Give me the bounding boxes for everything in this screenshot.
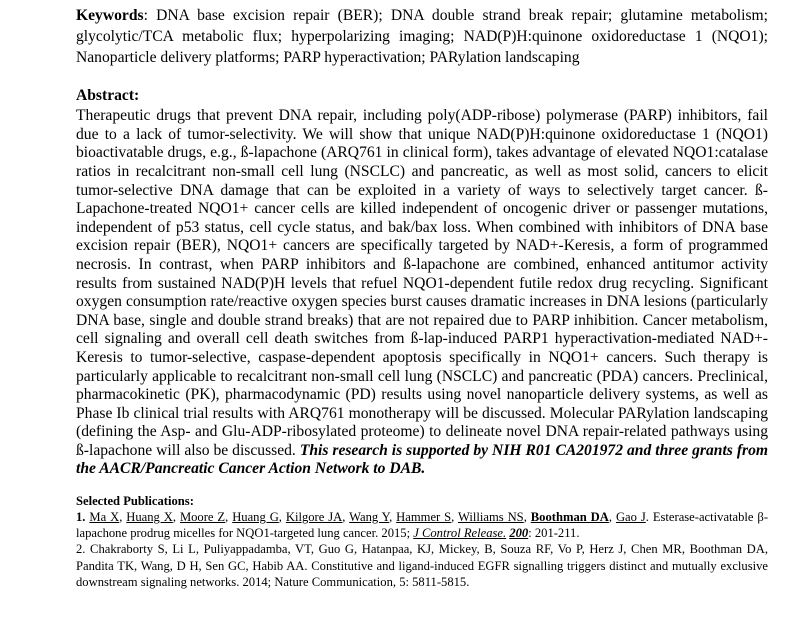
publication-1-title: . Esterase-activatable β-lapachone prodrug micelles for NQO1-targeted lung cancer. 2015; (76, 510, 769, 541)
author-link[interactable]: Ma X (89, 510, 120, 525)
author-link[interactable]: Williams NS (458, 510, 524, 525)
publication-1-number: 1. (76, 510, 86, 525)
publication-1-pages: : 201-211. (528, 526, 580, 541)
author-link[interactable]: Gao J (615, 510, 646, 525)
author-link[interactable]: Huang G (232, 510, 279, 525)
author-link[interactable]: Kilgore JA (285, 510, 343, 525)
author-link[interactable]: Hammer S (396, 510, 452, 525)
author-link-highlighted[interactable]: Boothman DA (530, 510, 609, 525)
abstract-body (76, 107, 768, 479)
keywords-label: Keywords (76, 7, 144, 24)
author-link[interactable]: Huang X (126, 510, 173, 525)
publication-1: 1. Ma X, Huang X, Moore Z, Huang G, Kilgore JA, Wang Y, Hammer S, Williams NS, Boothman DA, Gao J. Esterase-activatable β-lapachone prodrug micelles for NQO1-targeted lung cancer. 2015; J Control Release. 200: 201-211. (76, 510, 769, 541)
funding-statement: This research is supported by NIH R01 CA201972 and three grants from the AACR/Pancreatic Cancer Action Network to DAB. (76, 441, 769, 478)
abstract-text: Therapeutic drugs that prevent DNA repair, including poly(ADP-ribose) polymerase (PARP) inhibitors, fail due to a lack of tumor-selectivity. We will show that unique NAD(P)H:quinone oxidoreductase 1 (NQO1) bioactivatable drugs, e.g., ß-lapachone (ARQ761 in clinical form), takes advantage of elevated NQO1:catalase ratios in recalcitrant non-small cell lung (NSCLC) and pancreatic, as well as most solid, cancers to elicit tumor-selective DNA damage that can be exploited in a variety of ways to selectively target cancer. ß-Lapachone-treated NQO1+ cancer cells are killed independent of oncogenic driver or passenger mutations, independent of p53 status, cell cycle status, and bak/bax loss. When combined with inhibitors of DNA base excision repair (BER), NQO1+ cancers are specifically targeted by NAD+-Keresis, a form of programmed necrosis. In contrast, when PARP inhibitors and ß-lapachone are combined, enhanced antitumor activity results from sustained NAD(P)H levels that refuel NQO1-dependent futile redox drug recycling. Significant oxygen consumption rate/reactive oxygen species burst causes dramatic increases in DNA lesions (particularly DNA base, single and double strand breaks) that are not repaired due to PARP inhibition. Cancer metabolism, cell signaling and overall cell death switches from ß-lap-induced PARP1 hyperactivation-mediated NAD+-Keresis to tumor-selective, caspase-dependent apoptosis specifically in NQO1+ cancers. Such therapy is particularly applicable to recalcitrant non-small cell lung (NSCLC) and pancreatic (PDA) cancers. Preclinical, pharmacokinetic (PK), pharmacodynamic (PD) results using novel nanoparticle delivery systems, as well as Phase Ib clinical trial results with ARQ761 monotherapy will be discussed. Molecular PARylation landscaping (defining the Asp- and Glu-ADP-ribosylated proteome) to delineate novel DNA repair-related pathways using ß-lapachone will also be discussed. (76, 107, 768, 459)
author-link[interactable]: Moore Z (179, 510, 226, 525)
document-page (76, 6, 768, 590)
keywords-paragraph (76, 6, 768, 68)
volume-link[interactable]: 200 (509, 526, 529, 541)
publication-2: 2. Chakraborty S, Li L, Puliyappadamba, VT, Guo G, Hatanpaa, KJ, Mickey, B, Souza RF, Vo P, Herz J, Chen MR, Boothman DA, Pandita TK, Wang, D H, Sen GC, Habib AA. Constitutive and ligand-induced EGFR signalling triggers distinct and mutually exclusive downstream signaling networks. 2014; Nature Communication, 5: 5811-5815. (76, 542, 768, 589)
abstract-heading: Abstract: (76, 87, 140, 105)
publications-heading: Selected Publications: (76, 494, 194, 509)
author-link[interactable]: Wang Y (349, 510, 390, 525)
journal-link[interactable]: J Control Release. (413, 526, 507, 541)
keywords-text: : DNA base excision repair (BER); DNA double strand break repair; glutamine metabolism; glycolytic/TCA metabolic flux; hyperpolarizing imaging; NAD(P)H:quinone oxidoreductase 1 (NQO1); Nanoparticle delivery platforms; PARP hyperactivation; PARylation landscaping (76, 7, 768, 66)
